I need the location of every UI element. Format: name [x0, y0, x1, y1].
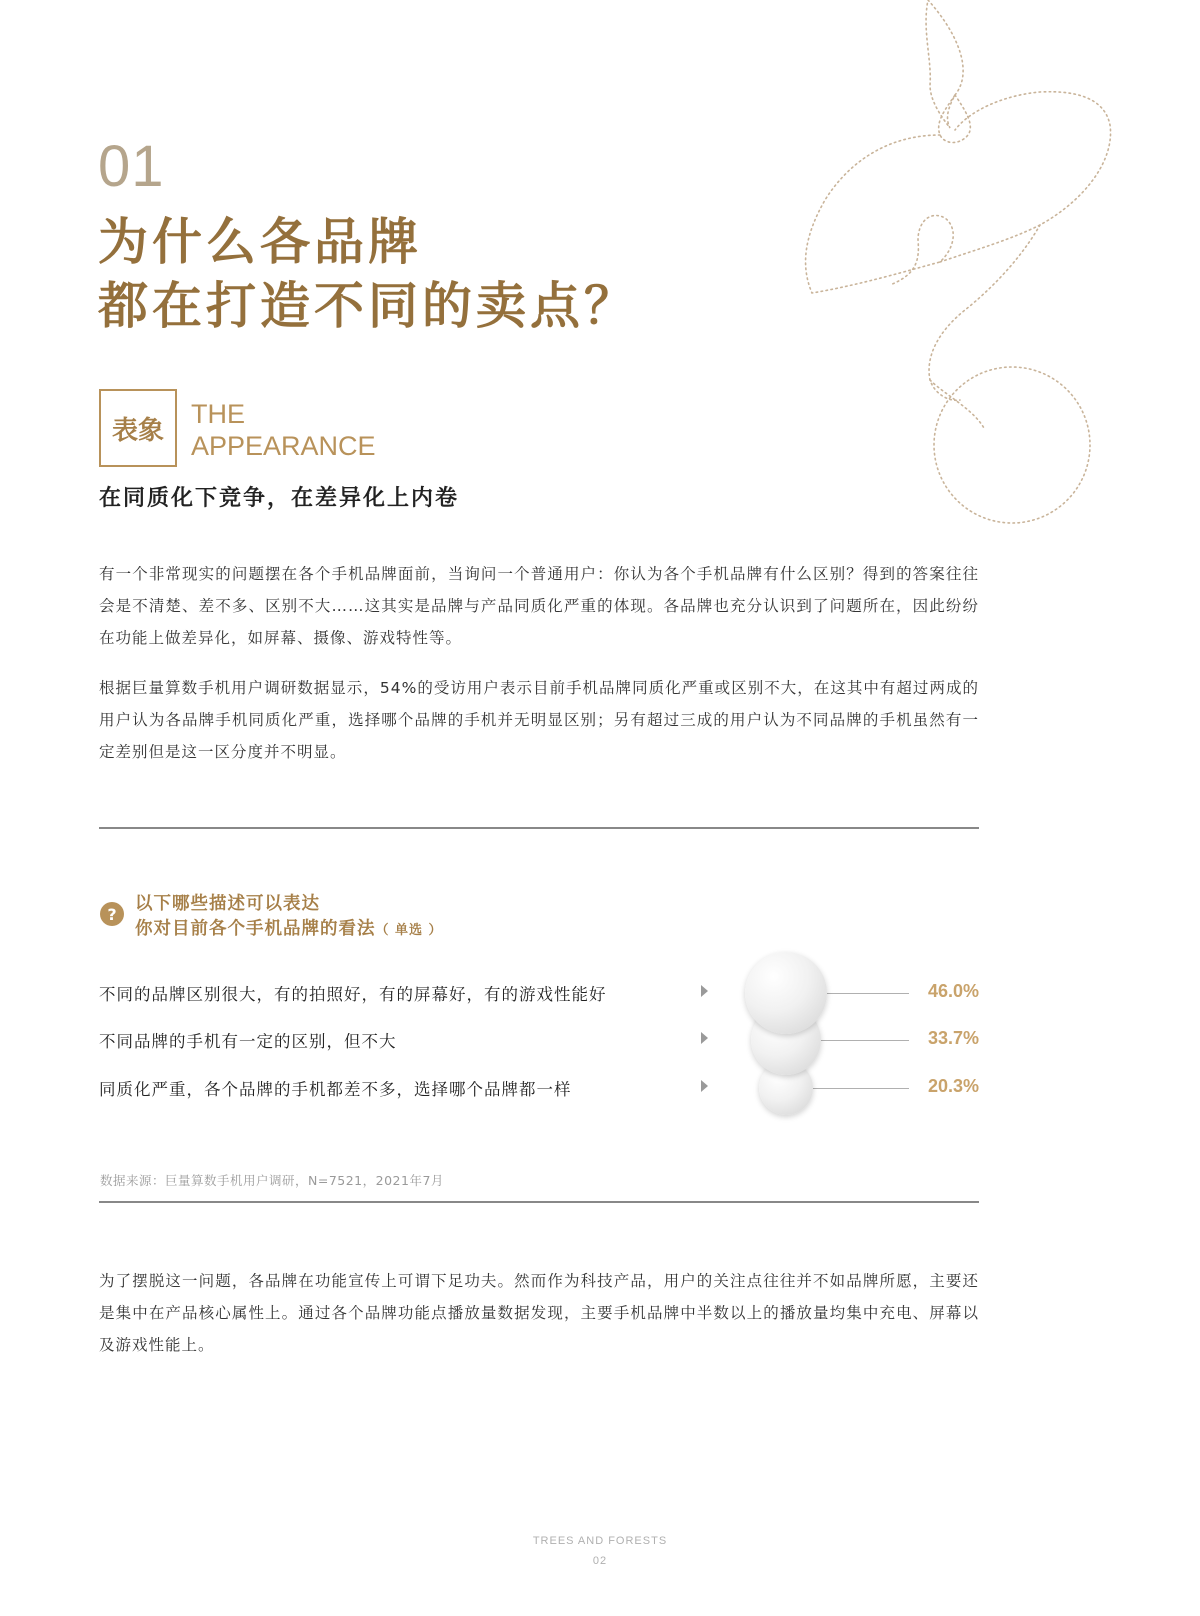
chevron-right-icon	[701, 985, 708, 997]
survey-option-2	[99, 1024, 979, 1058]
survey-option-1	[99, 977, 979, 1011]
appearance-tag-en-line2: APPEARANCE	[191, 431, 376, 461]
survey-question-line2: 你对目前各个手机品牌的看法	[135, 919, 376, 939]
survey-option-3	[99, 1072, 979, 1106]
option-label-3: 同质化严重，各个品牌的手机都差不多，选择哪个品牌都一样	[99, 1080, 572, 1099]
paragraph-3: 为了摆脱这一问题，各品牌在功能宣传上可谓下足功夫。然而作为科技产品，用户的关注点往往并不如品牌所愿，主要还是集中在产品核心属性上。通过各个品牌功能点播放量数据发现，主要手机品牌中半数以上的播放量均集中充电、屏幕以及游戏性能上。	[99, 1272, 979, 1354]
paragraph-2: 根据巨量算数手机用户调研数据显示，54%的受访用户表示目前手机品牌同质化严重或区别不大，在这其中有超过两成的用户认为各品牌手机同质化严重，选择哪个品牌的手机并无明显区别；另有超过三成的用户认为不同品牌的手机虽然有一定差别但是这一区分度并不明显。	[99, 679, 979, 761]
option-value-3: 20.3%	[927, 1076, 979, 1096]
option-label-1: 不同的品牌区别很大，有的拍照好，有的屏幕好，有的游戏性能好	[99, 985, 607, 1004]
chevron-right-icon	[701, 1032, 708, 1044]
paragraph-1: 有一个非常现实的问题摆在各个手机品牌面前，当询问一个普通用户：你认为各个手机品牌有什么区别？得到的答案往往会是不清楚、差不多、区别不大……这其实是品牌与产品同质化严重的体现。各品牌也充分认识到了问题所在，因此纷纷在功能上做差异化，如屏幕、摄像、游戏特性等。	[99, 565, 979, 647]
leader-line-3	[813, 1088, 909, 1089]
appearance-tag-en	[191, 398, 376, 462]
bubble-1	[745, 952, 827, 1034]
title-line-2: 都在打造不同的卖点？	[98, 277, 638, 335]
leader-line-1	[827, 993, 909, 994]
chevron-right-icon	[701, 1080, 708, 1092]
appearance-tag-en-line1: THE	[191, 399, 245, 429]
question-icon: ?	[100, 902, 124, 926]
survey-question	[135, 892, 443, 943]
appearance-tag-box	[99, 389, 177, 467]
option-value-1: 46.0%	[927, 981, 979, 1001]
footer-label: TREES AND FORESTS	[532, 1535, 668, 1547]
divider-bottom	[99, 1201, 979, 1203]
option-value-2: 33.7%	[927, 1028, 979, 1048]
title-line-1: 为什么各品牌	[98, 213, 422, 271]
leader-line-2	[821, 1040, 909, 1041]
page-number: 02	[592, 1555, 608, 1567]
survey-question-line1: 以下哪些描述可以表达	[135, 894, 320, 914]
data-source: 数据来源：巨量算数手机用户调研，N=7521，2021年7月	[100, 1173, 444, 1188]
divider-top	[99, 827, 979, 829]
survey-question-note: （ 单选 ）	[375, 923, 443, 938]
section-number: 01	[98, 134, 165, 199]
section-subtitle: 在同质化下竞争，在差异化上内卷	[99, 486, 460, 511]
option-label-2: 不同品牌的手机有一定的区别，但不大	[99, 1032, 397, 1051]
page-title	[98, 210, 638, 338]
appearance-tag-cn: 表象	[111, 415, 164, 446]
